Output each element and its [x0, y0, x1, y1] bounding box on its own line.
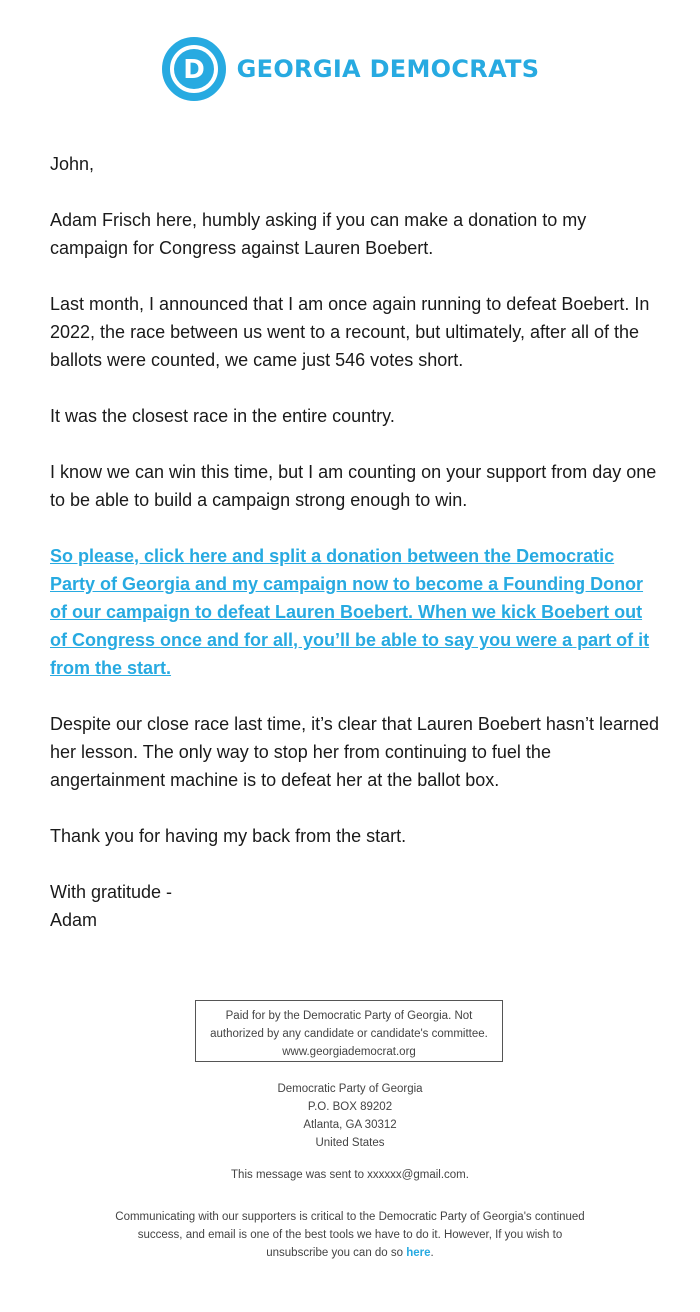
logo-letter: D	[182, 55, 205, 85]
signoff-line: With gratitude -	[50, 882, 173, 902]
logo-text[interactable]: GEORGIA DEMOCRATS	[236, 55, 540, 83]
sent-to-notice: This message was sent to xxxxxx@gmail.com.	[231, 1169, 469, 1181]
paragraph: It was the closest race in the entire country.	[50, 406, 395, 426]
signoff	[50, 878, 660, 934]
address-line: Democratic Party of Georgia	[277, 1083, 423, 1095]
paragraph: Last month, I announced that I am once again running to defeat Boebert. In 2022, the race between us went to a recount, but ultimately, after all of the ballots were counted, we came just 546 votes short.	[50, 294, 650, 370]
unsubscribe-notice	[95, 1208, 605, 1262]
paragraph: Despite our close race last time, it’s clear that Lauren Boebert hasn’t learned her lesson. The only way to stop her from continuing to fuel the angertainment machine is to defeat her at the ballot box.	[50, 714, 659, 790]
donation-cta-link[interactable]: So please, click here and split a donation between the Democratic Party of Georgia and my campaign now to become a Founding Donor of our campaign to defeat Lauren Boebert. When we kick Boebert out of Congress once and for all, you’ll be able to say you were a part of it from the start.	[50, 546, 650, 678]
unsubscribe-text: Communicating with our supporters is critical to the Democratic Party of Georgia's continued	[115, 1211, 585, 1223]
address-line: P.O. BOX 89202	[307, 1101, 393, 1113]
disclaimer-line: authorized by any candidate or candidate's committee.	[210, 1028, 488, 1040]
mailing-address	[0, 1080, 700, 1152]
democrats-logo-icon[interactable]	[161, 36, 227, 102]
greeting: John,	[50, 154, 95, 174]
paragraph: Adam Frisch here, humbly asking if you can make a donation to my campaign for Congress against Lauren Boebert.	[50, 210, 587, 258]
disclaimer-url: www.georgiademocrat.org	[282, 1046, 416, 1058]
header	[0, 34, 700, 104]
address-line: United States	[315, 1137, 385, 1149]
address-line: Atlanta, GA 30312	[303, 1119, 397, 1131]
paragraph: I know we can win this time, but I am counting on your support from day one to be able to build a campaign strong enough to win.	[50, 462, 657, 510]
unsubscribe-text: success, and email is one of the best tools we have to do it. However, If you wish to	[137, 1229, 563, 1241]
signoff-name: Adam	[50, 910, 98, 930]
paragraph: Thank you for having my back from the start.	[50, 826, 407, 846]
disclaimer-line: Paid for by the Democratic Party of Georgia. Not	[225, 1010, 473, 1022]
unsubscribe-link[interactable]: here	[406, 1247, 431, 1259]
email-body	[50, 150, 660, 934]
unsubscribe-period: .	[430, 1247, 434, 1259]
disclaimer-box	[195, 1000, 503, 1062]
unsubscribe-text: unsubscribe you can do so	[266, 1247, 404, 1259]
